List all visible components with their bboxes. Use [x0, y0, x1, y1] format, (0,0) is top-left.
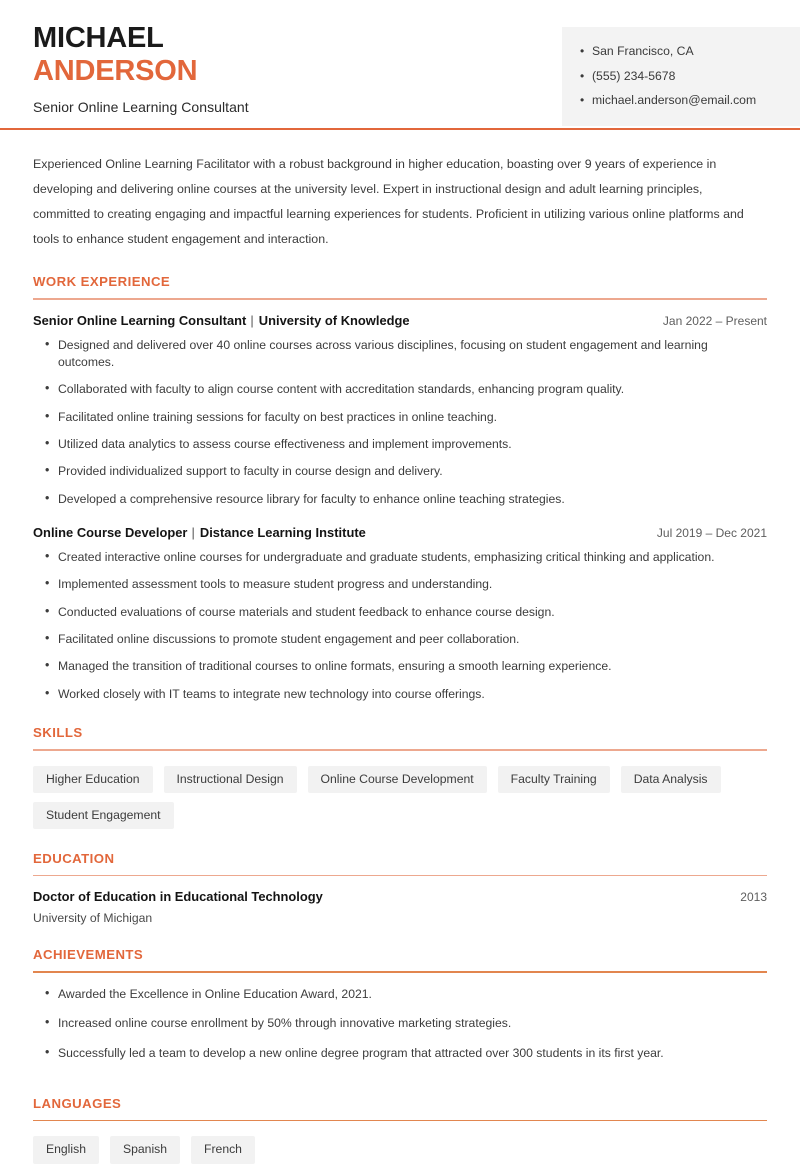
experience-role: Senior Online Learning Consultant — [33, 312, 247, 328]
skill-tag: Data Analysis — [621, 766, 721, 793]
language-tag: Spanish — [110, 1136, 180, 1163]
education-entry-header — [33, 889, 767, 904]
language-tag: French — [191, 1136, 255, 1163]
skill-tag: Online Course Development — [308, 766, 487, 793]
experience-company: Distance Learning Institute — [199, 525, 366, 541]
experience-bullet: • Implemented assessment tools to measure student progress and understanding. — [45, 576, 767, 603]
section-rule — [33, 1120, 767, 1122]
experience-role-company — [33, 313, 410, 328]
section-work-experience — [33, 274, 767, 703]
education-entry — [33, 889, 767, 925]
contact-item-email[interactable]: • michael.anderson@email.com — [592, 88, 790, 113]
achievement-bullet: • Successfully led a team to develop a new online degree program that attracted over 300 students in its first year. — [45, 1045, 767, 1074]
experience-bullets — [33, 337, 767, 508]
experience-role-company — [33, 525, 366, 540]
experience-bullet: • Worked closely with IT teams to integrate new technology into course offerings. — [45, 686, 767, 703]
section-rule — [33, 749, 767, 751]
experience-bullet: • Utilized data analytics to assess course effectiveness and implement improvements. — [45, 436, 767, 463]
contact-item-phone[interactable]: • (555) 234-5678 — [592, 64, 790, 89]
achievement-bullet: • Awarded the Excellence in Online Education Award, 2021. — [45, 986, 767, 1015]
experience-bullet: • Facilitated online training sessions for faculty on best practices in online teaching. — [45, 409, 767, 436]
languages-tag-list — [33, 1134, 767, 1163]
skill-tag: Instructional Design — [164, 766, 297, 793]
section-title-skills: SKILLS — [33, 725, 83, 741]
section-title-work-experience: WORK EXPERIENCE — [33, 274, 171, 290]
last-name: ANDERSON — [33, 54, 198, 87]
experience-role: Online Course Developer — [33, 525, 188, 541]
experience-bullet: • Collaborated with faculty to align course content with accreditation standards, enhancing program quality. — [45, 381, 767, 408]
achievements-list — [33, 986, 767, 1074]
contact-list — [562, 39, 800, 113]
contact-item-location: • San Francisco, CA — [592, 39, 790, 64]
section-title-languages: LANGUAGES — [33, 1095, 122, 1111]
experience-company: University of Knowledge — [258, 312, 410, 328]
section-title-education: EDUCATION — [33, 850, 115, 866]
section-rule — [33, 298, 767, 300]
resume-content — [0, 130, 800, 1164]
section-rule — [33, 971, 767, 973]
identity-block — [0, 0, 249, 115]
experience-entry — [33, 525, 767, 703]
role-company-separator: | — [250, 312, 254, 328]
contact-info-box — [562, 27, 800, 126]
professional-summary: Experienced Online Learning Facilitator with a robust background in higher education, boasting over 9 years of experience in developing and delivering online courses at the university level. Expert in instructional design and adult learning principles, committed to creating engaging and impactful learning experiences for students. Proficient in utilizing various online platforms and tools to enhance student engagement and interaction. — [33, 157, 744, 247]
section-education — [33, 851, 767, 926]
experience-bullet: • Developed a comprehensive resource library for faculty to enhance online teaching strategies. — [45, 491, 767, 508]
education-year: 2013 — [740, 890, 767, 905]
skill-tag: Student Engagement — [33, 802, 174, 829]
headline-job-title: Senior Online Learning Consultant — [33, 98, 249, 115]
experience-bullet: • Created interactive online courses for undergraduate and graduate students, emphasizing critical thinking and application. — [45, 549, 767, 576]
experience-entry-header — [33, 525, 767, 540]
experience-bullet: • Managed the transition of traditional courses to online formats, ensuring a smooth learning experience. — [45, 658, 767, 685]
achievement-bullet: • Increased online course enrollment by 50% through innovative marketing strategies. — [45, 1015, 767, 1044]
skill-tag: Higher Education — [33, 766, 153, 793]
section-languages — [33, 1096, 767, 1164]
experience-bullet: • Provided individualized support to faculty in course design and delivery. — [45, 463, 767, 490]
role-company-separator: | — [191, 525, 195, 541]
resume-header — [0, 0, 800, 128]
section-rule — [33, 875, 767, 877]
section-achievements — [33, 947, 767, 1074]
language-tag: English — [33, 1136, 99, 1163]
section-title-achievements: ACHIEVEMENTS — [33, 947, 144, 963]
experience-bullet: • Designed and delivered over 40 online courses across various disciplines, focusing on student engagement and learning outcomes. — [45, 337, 767, 382]
skills-tag-list — [33, 764, 767, 829]
experience-bullets — [33, 549, 767, 703]
first-name: MICHAEL — [33, 22, 164, 54]
education-school: University of Michigan — [33, 911, 153, 926]
experience-bullet: • Facilitated online discussions to promote student engagement and peer collaboration. — [45, 631, 767, 658]
experience-entry — [33, 313, 767, 508]
skill-tag: Faculty Training — [498, 766, 610, 793]
experience-bullet: • Conducted evaluations of course materials and student feedback to enhance course design. — [45, 604, 767, 631]
education-degree: Doctor of Education in Educational Technology — [33, 889, 323, 905]
experience-dates: Jul 2019 – Dec 2021 — [656, 526, 767, 541]
experience-entry-header — [33, 313, 767, 328]
experience-dates: Jan 2022 – Present — [662, 313, 767, 328]
section-skills — [33, 725, 767, 829]
